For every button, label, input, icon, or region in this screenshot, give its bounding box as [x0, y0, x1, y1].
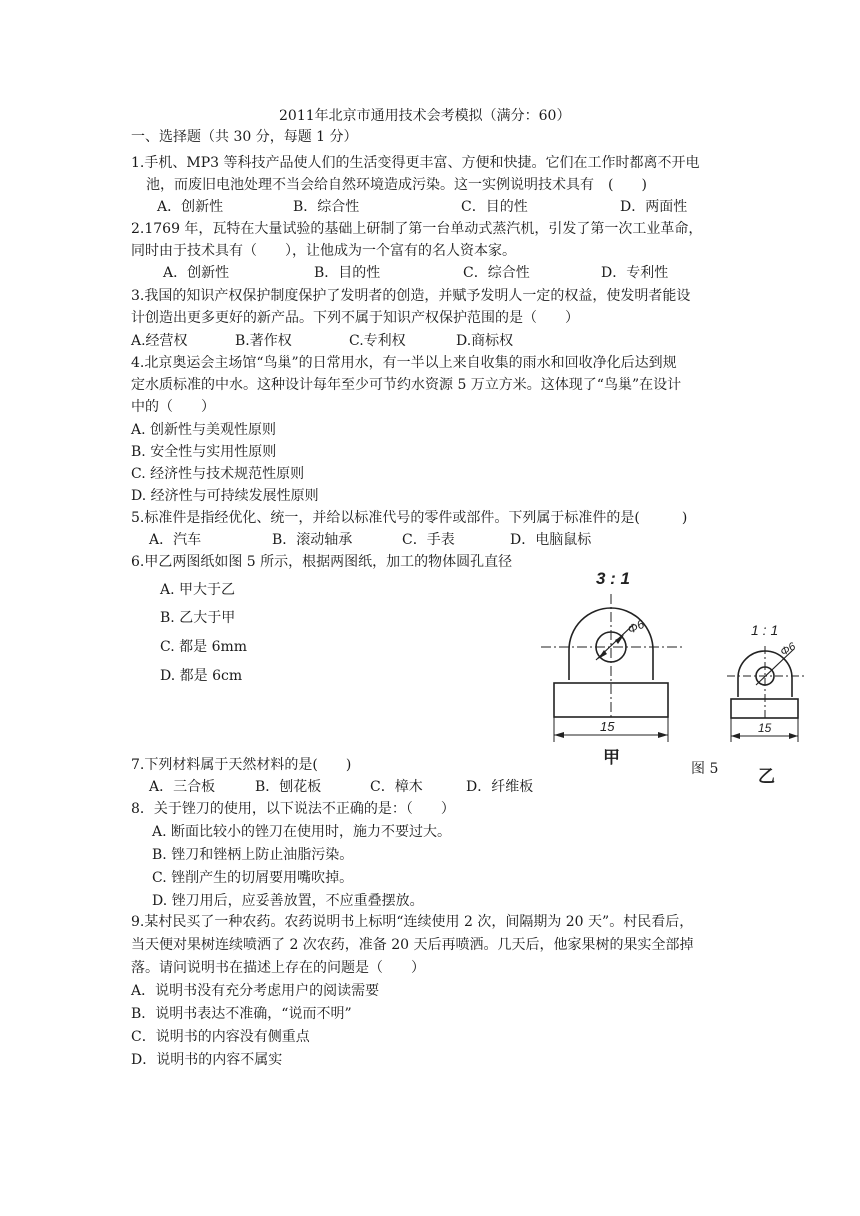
left-hole	[596, 632, 626, 662]
question-text: 1.手机、MP3 等科技产品使人们的生活变得更丰富、方便和快捷。它们在工作时都离不开电	[131, 155, 700, 171]
option-a: A. 创新性与美观性原则	[131, 422, 277, 438]
option-a: A．三合板	[149, 779, 216, 795]
question-text: 同时由于技术具有（ ），让他成为一个富有的名人资本家。	[131, 243, 516, 259]
option-c: C．说明书的内容没有侧重点	[131, 1029, 310, 1045]
option-b: B. 安全性与实用性原则	[131, 444, 277, 460]
question-text: 计创造出更多更好的新产品。下列不属于知识产权保护范围的是（ ）	[131, 310, 579, 326]
right-width-label: 15	[758, 721, 772, 735]
figure-caption: 图 5	[691, 761, 719, 777]
option-b: B．目的性	[314, 265, 381, 281]
option-d: D. 经济性与可持续发展性原则	[131, 488, 319, 504]
option-a: A．创新性	[163, 265, 230, 281]
option-a: A．说明书没有充分考虑用户的阅读需要	[131, 983, 380, 999]
question-text: 4.北京奥运会主场馆“鸟巢”的日常用水，有一半以上来自收集的雨水和回收净化后达到规	[131, 355, 677, 371]
option-b: B. 锉刀和锉柄上防止油脂污染。	[152, 847, 354, 863]
option-a: A．创新性	[157, 199, 224, 215]
question-text: 定水质标准的中水。这种设计每年至少可节约水资源 5 万立方米。这体现了“鸟巢”在设计	[131, 377, 682, 393]
question-text: 中的（ ）	[131, 399, 215, 415]
question-text: 2.1769 年，瓦特在大量试验的基础上研制了第一台单动式蒸汽机，引发了第一次工业革命，	[131, 221, 703, 237]
option-d: D．专利性	[601, 265, 669, 281]
option-d: D．纤维板	[466, 779, 534, 795]
right-drawing-label: 乙	[758, 767, 775, 786]
question-text: 6.甲乙两图纸如图 5 所示，根据两图纸，加工的物体圆孔直径	[131, 554, 513, 570]
option-a: A．汽车	[149, 532, 202, 548]
left-drawing-label: 甲	[603, 748, 620, 767]
page-title: 2011年北京市通用技术会考模拟（满分：60）	[279, 108, 571, 124]
option-a: A.经营权	[131, 333, 188, 349]
option-d: D．说明书的内容不属实	[131, 1052, 283, 1068]
option-c: C．目的性	[461, 199, 528, 215]
option-d: D．两面性	[620, 199, 688, 215]
question-text: 5.标准件是指经优化、统一，并给以标准代号的零件或部件。下列属于标准件的是( )	[131, 510, 688, 526]
question-text: 落。请问说明书在描述上存在的问题是（ ）	[131, 960, 425, 976]
option-a: A. 甲大于乙	[160, 582, 236, 598]
question-text: 7.下列材料属于天然材料的是( )	[131, 757, 352, 773]
left-diameter-label: Φ6	[625, 616, 647, 637]
section-heading: 一、选择题（共 30 分，每题 1 分）	[131, 129, 358, 145]
right-hole	[756, 667, 774, 685]
question-text: 8．关于锉刀的使用，以下说法不正确的是：（ ）	[131, 801, 455, 817]
option-c: C．樟木	[370, 779, 423, 795]
option-b: B．综合性	[293, 199, 360, 215]
option-b: B. 乙大于甲	[160, 610, 236, 626]
option-b: B．说明书表达不准确，“说而不明”	[131, 1006, 352, 1022]
question-text: 当天便对果树连续喷洒了 2 次农药，准备 20 天后再喷洒。几天后，他家果树的果实全部掉	[131, 937, 694, 953]
question-text: 池，而废旧电池处理不当会给自然环境造成污染。这一实例说明技术具有 ( )	[146, 177, 647, 193]
option-d: D．电脑鼠标	[510, 532, 592, 548]
right-base-block	[731, 699, 798, 718]
right-part-outline	[738, 651, 792, 697]
option-c: C.专利权	[349, 333, 406, 349]
option-d: D. 都是 6cm	[160, 668, 243, 684]
option-b: B．刨花板	[255, 779, 322, 795]
option-a: A. 断面比较小的锉刀在使用时，施力不要过大。	[152, 824, 452, 840]
option-c: C. 都是 6mm	[160, 639, 248, 655]
option-b: B．滚动轴承	[272, 532, 353, 548]
option-d: D.商标权	[456, 333, 514, 349]
left-width-label: 15	[600, 719, 615, 734]
question-text: 9.某村民买了一种农药。农药说明书上标明“连续使用 2 次，间隔期为 20 天”。村民看后，	[131, 914, 694, 930]
question-text: 3.我国的知识产权保护制度保护了发明者的创造，并赋予发明人一定的权益，使发明者能设	[131, 288, 691, 304]
right-diameter-label: Φ6	[778, 640, 798, 659]
option-b: B.著作权	[235, 333, 292, 349]
option-d: D. 锉刀用后，应妥善放置，不应重叠摆放。	[152, 893, 424, 909]
left-base-block	[554, 683, 668, 717]
left-part-outline	[569, 608, 653, 680]
option-c: C．综合性	[463, 265, 530, 281]
option-c: C．手表	[402, 532, 455, 548]
option-c: C. 锉削产生的切屑要用嘴吹掉。	[152, 870, 354, 886]
right-scale-label: 1 : 1	[751, 622, 779, 638]
left-scale-label: 3 : 1	[596, 569, 631, 588]
option-c: C. 经济性与技术规范性原则	[131, 466, 305, 482]
